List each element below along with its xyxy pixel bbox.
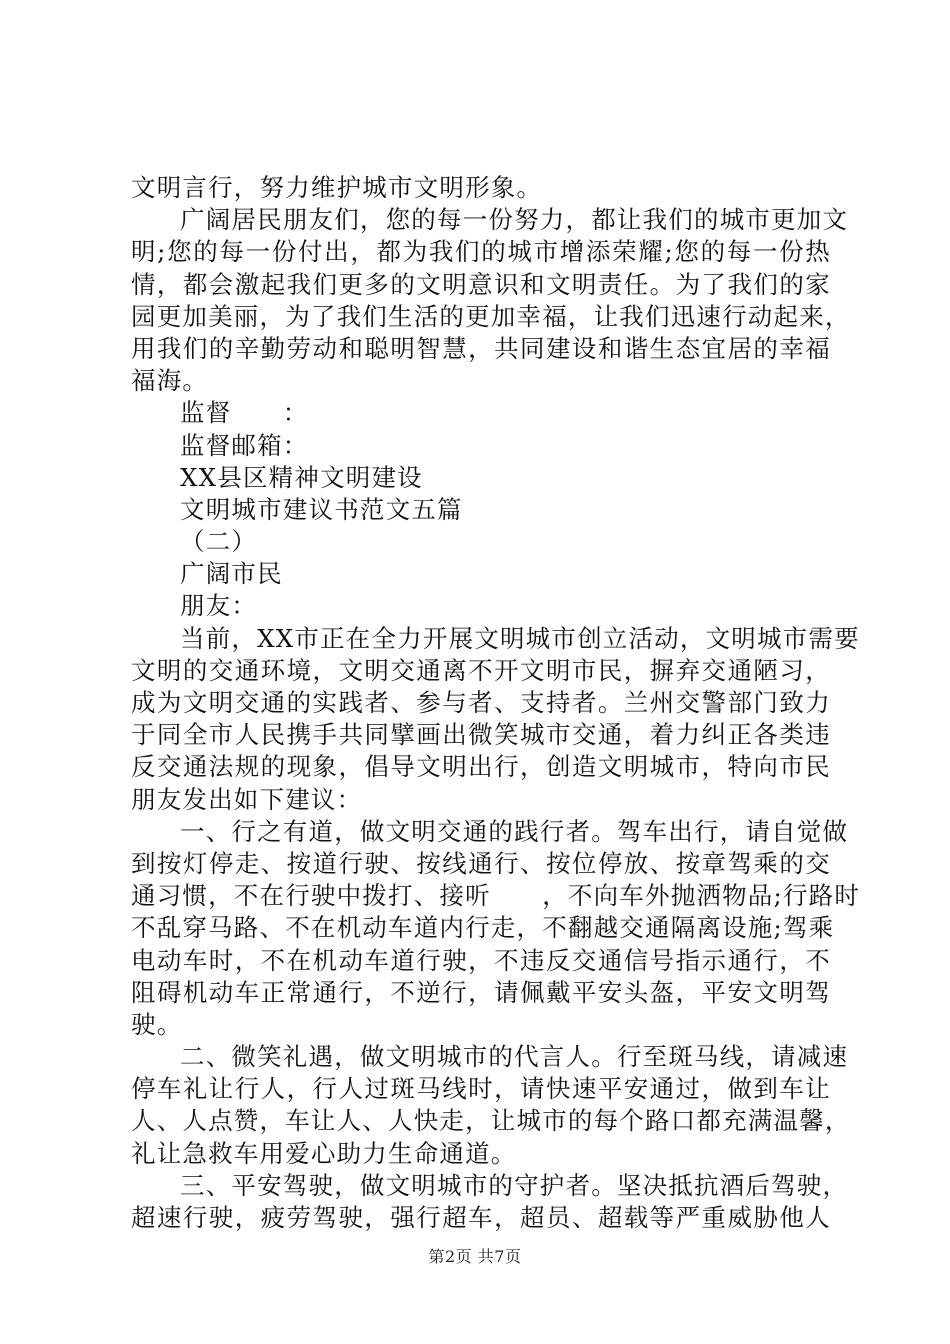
text-line: 广阔市民: [180, 559, 283, 589]
text-line: 二、微笑礼遇，做文明城市的代言人。行至斑马线，请减速: [180, 1042, 849, 1072]
text-line: 朋友：: [180, 591, 258, 621]
text-line: 情，都会激起我们更多的文明意识和文明责任。为了我们的家: [131, 269, 831, 299]
page-number: 第2页 共7页: [428, 1247, 522, 1266]
text-line: 福海。: [131, 366, 209, 396]
text-line: 一、行之有道，做文明交通的践行者。驾车出行，请自觉做: [180, 816, 849, 846]
text-line: 文明城市建议书范文五篇: [180, 494, 463, 524]
text-line: （二）: [180, 527, 258, 557]
text-line: 反交通法规的现象，倡导文明出行，创造文明城市，特向市民: [131, 752, 831, 782]
text-line: 当前，XX市正在全力开展文明城市创立活动，文明城市需要: [180, 623, 860, 653]
text-line: 广阔居民朋友们，您的每一份努力，都让我们的城市更加文: [180, 205, 849, 235]
text-line: 阻碍机动车正常通行，不逆行，请佩戴平安头盔，平安文明驾: [131, 977, 831, 1007]
text-line: 园更加美丽，为了我们生活的更加幸福，让我们迅速行动起来，: [131, 301, 851, 331]
text-line: 监督 ：: [180, 398, 309, 428]
text-line: 停车礼让行人，行人过斑马线时，请快速平安通过，做到车让: [131, 1074, 831, 1104]
text-line: 电动车时，不在机动车道行驶，不违反交通信号指示通行，不: [131, 945, 831, 975]
page-footer: [0, 1244, 950, 1267]
text-line: 三、平安驾驶，做文明城市的守护者。坚决抵抗酒后驾驶，: [180, 1170, 849, 1200]
text-line: 超速行驶，疲劳驾驶，强行超车，超员、超载等严重威胁他人: [131, 1203, 831, 1232]
text-line: 朋友发出如下建议：: [131, 784, 363, 814]
text-line: 驶。: [131, 1009, 183, 1039]
text-line: XX县区精神文明建设: [180, 462, 423, 492]
text-line: 成为文明交通的实践者、参与者、支持者。兰州交警部门致力: [131, 688, 831, 717]
text-line: 文明言行，努力维护城市文明形象。: [131, 173, 543, 202]
text-line: 礼让急救车用爱心助力生命通道。: [131, 1138, 517, 1168]
text-line: 通习惯，不在行驶中拨打、接听 ，不向车外抛洒物品;行路时: [131, 881, 861, 911]
text-line: 文明的交通环境，文明交通离不开文明市民，摒弃交通陋习，: [131, 655, 831, 685]
text-line: 到按灯停走、按道行驶、按线通行、按位停放、按章驾乘的交: [131, 848, 831, 878]
text-line: 不乱穿马路、不在机动车道内行走，不翻越交通隔离设施;驾乘: [131, 913, 835, 943]
text-line: 监督邮箱：: [180, 430, 309, 460]
text-line: 于同全市人民携手共同擘画出微笑城市交通，着力纠正各类违: [131, 720, 831, 750]
text-line: 用我们的辛勤劳动和聪明智慧，共同建设和谐生态宜居的幸福: [131, 333, 831, 363]
text-line: 人、人点赞，车让人、人快走，让城市的每个路口都充满温馨，: [131, 1106, 851, 1136]
document-body: [131, 172, 861, 1234]
text-line: 明;您的每一份付出，都为我们的城市增添荣耀;您的每一份热: [131, 237, 831, 267]
